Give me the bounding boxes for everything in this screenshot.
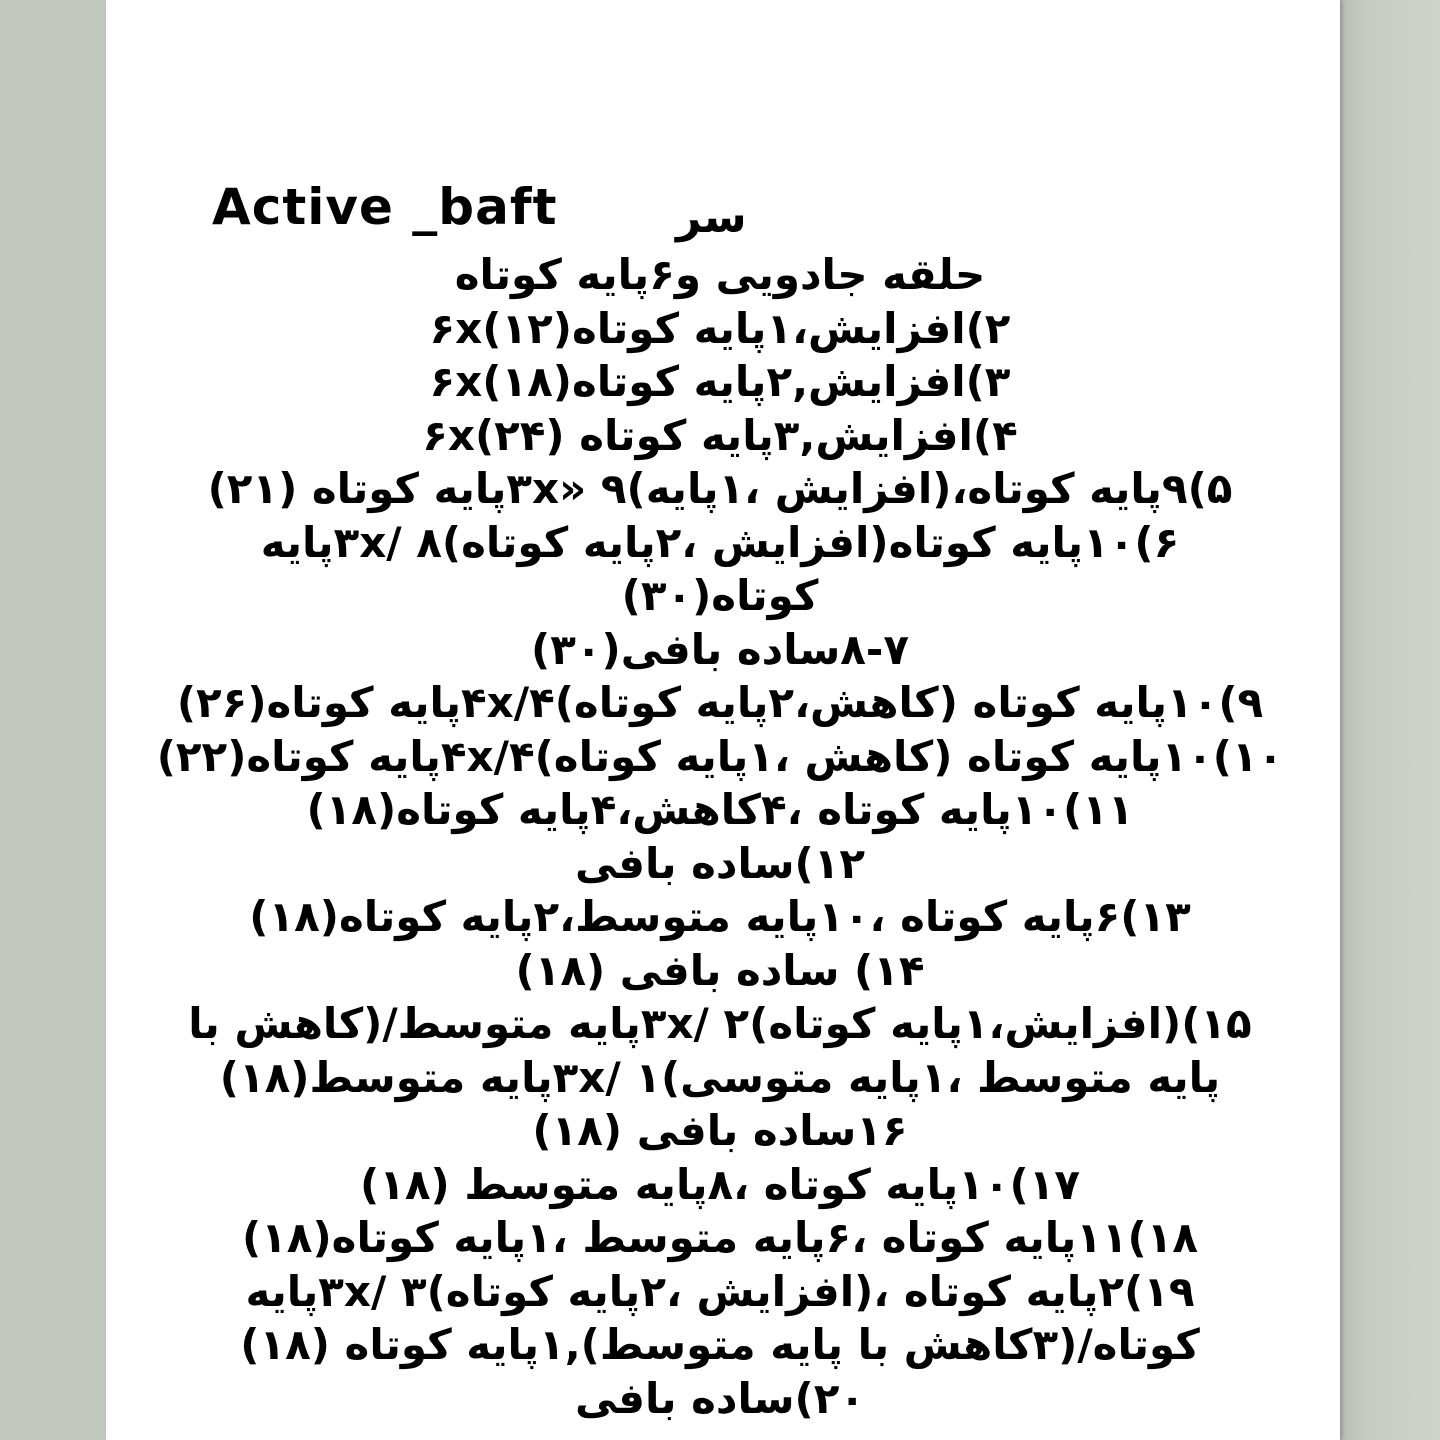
pattern-line: ۲)افزایش،۱پایه کوتاه۶x(۱۲) bbox=[429, 303, 1011, 353]
pattern-line: پایه متوسط ،۱پایه متوسی)۳x/ ۱پایه متوسط(۱۸) bbox=[219, 1052, 1221, 1102]
pattern-line: ۱۴) ساده بافی (۱۸) bbox=[515, 945, 925, 995]
pattern-line: ۹)۱۰پایه کوتاه (کاهش،۲پایه کوتاه)۴x/۴پایه کوتاه(۲۶) bbox=[176, 678, 1264, 727]
pattern-line: ۵)۹پایه کوتاه،(افزایش ،۱پایه)۳x» ۹پایه کوتاه (۲۱) bbox=[207, 464, 1233, 513]
pattern-line: حلقه جادویی و۶پایه کوتاه bbox=[454, 250, 986, 299]
pattern-line: کوتاه/(۳کاهش با پایه متوسط),۱پایه کوتاه (۱۸) bbox=[240, 1320, 1200, 1369]
pattern-line: ۸-۷ساده بافی(۳۰) bbox=[531, 624, 909, 674]
pattern-instructions bbox=[150, 248, 1290, 1425]
pattern-line: ۱۲)ساده بافی bbox=[574, 838, 866, 888]
left-background-strip bbox=[0, 0, 106, 1440]
pattern-line: ۱۹)۲پایه کوتاه ،(افزایش ،۲پایه کوتاه)۳x/ ۳پایه bbox=[245, 1266, 1195, 1316]
pattern-line: ۱۶ساده بافی (۱۸) bbox=[532, 1106, 908, 1155]
right-background-strip bbox=[1340, 0, 1440, 1440]
pattern-line: ۴)افزایش,۳پایه کوتاه ۶x(۲۴) bbox=[422, 410, 1018, 460]
pattern-line: کوتاه(۳۰) bbox=[621, 571, 819, 620]
pattern-line: ۲۰)ساده بافی bbox=[574, 1373, 866, 1423]
pattern-line: ۱۵)(افزایش،۱پایه کوتاه)۳x/ ۲پایه متوسط/(کاهش با bbox=[188, 999, 1252, 1048]
pattern-line: ۱۱)۱۰پایه کوتاه ،۴کاهش،۴پایه کوتاه(۱۸) bbox=[306, 785, 1134, 834]
pattern-line: ۶)۱۰پایه کوتاه(افزایش ،۲پایه کوتاه)۳x/ ۸پایه bbox=[260, 517, 1180, 567]
pattern-line: ۱۳)۶پایه کوتاه ،۱۰پایه متوسط،۲پایه کوتاه(۱۸) bbox=[249, 892, 1191, 941]
pattern-line: ۱۷)۱۰پایه کوتاه ،۸پایه متوسط (۱۸) bbox=[360, 1159, 1080, 1209]
pattern-line: ۱۰)۱۰پایه کوتاه (کاهش ،۱پایه کوتاه)۴x/۴پایه کوتاه(۲۲) bbox=[156, 731, 1284, 781]
pattern-line: ۳)افزایش,۲پایه کوتاه۶x(۱۸) bbox=[429, 357, 1011, 406]
page-title: سر bbox=[676, 192, 747, 243]
pattern-line: ۱۸)۱۱پایه کوتاه ،۶پایه متوسط ،۱پایه کوتاه(۱۸) bbox=[241, 1213, 1199, 1262]
brand-label: Active _baft bbox=[212, 178, 558, 236]
